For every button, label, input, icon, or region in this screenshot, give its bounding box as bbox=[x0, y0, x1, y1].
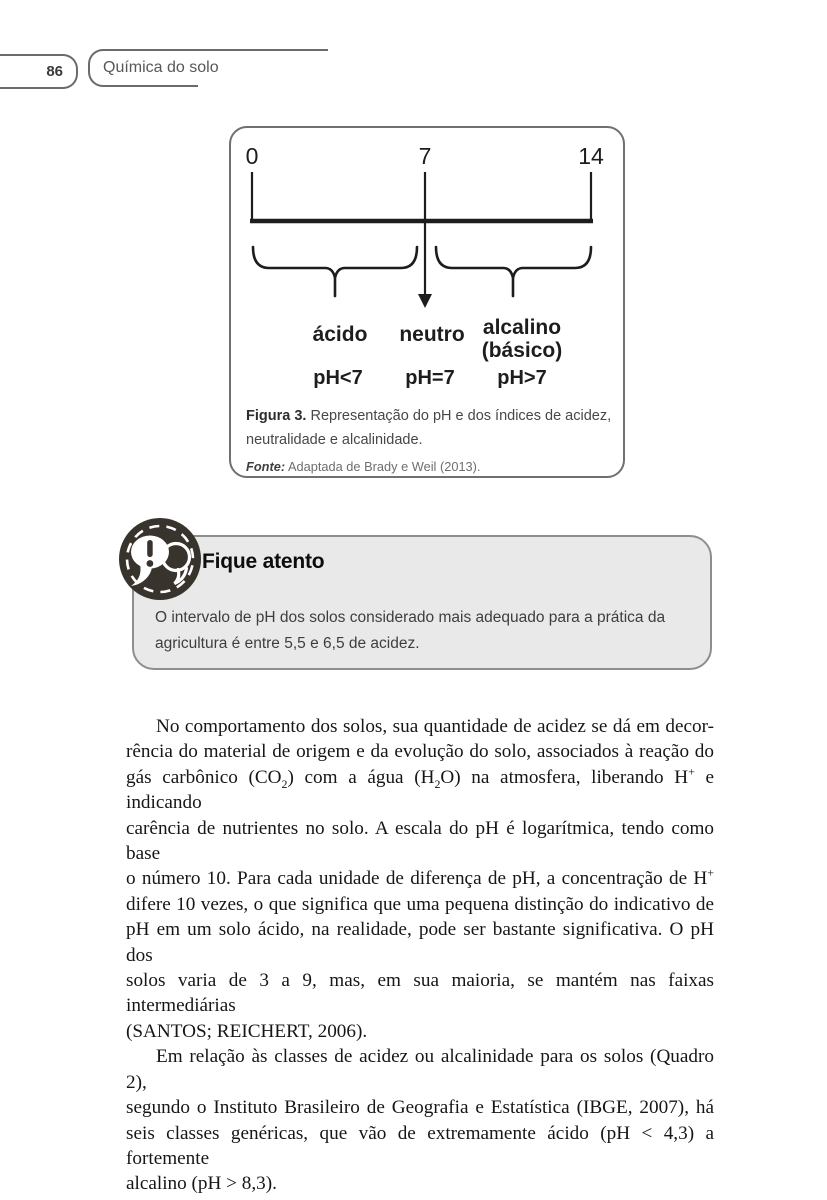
page-number-tab bbox=[0, 54, 78, 89]
body-text-line: rência do material de origem e da evolução do solo, associados à reação do bbox=[126, 741, 714, 763]
body-text-line: carência de nutrientes no solo. A escala do pH é logarítmica, tendo como base bbox=[126, 817, 714, 865]
speech-bubbles-alert-icon bbox=[118, 517, 202, 601]
figure-source: Fonte: Adaptada de Brady e Weil (2013). bbox=[246, 459, 481, 474]
arrow-down-icon bbox=[418, 294, 432, 308]
body-text-line: gás carbônico $(CO_2)$ com a água $(H_2O)$ na atmosfera, liberando H+ e indicando bbox=[126, 764, 714, 814]
chapter-title: Química do solo bbox=[103, 59, 219, 76]
chapter-tab bbox=[88, 49, 219, 87]
zone-label-acid: ácido bbox=[312, 323, 368, 346]
body-text-line: No comportamento dos solos, sua quantidade de acidez se dá em decor- bbox=[156, 716, 714, 737]
figure-caption-text: Figura 3. Representação do pH e dos índices de acidez, neutralidade e alcalinidade. bbox=[246, 408, 612, 448]
acid-range-brace bbox=[253, 247, 417, 296]
body-text-line: o número 10. Para cada unidade de diferença de pH, a concentração de H+ bbox=[126, 866, 714, 890]
scale-value-0: 0 bbox=[245, 143, 259, 169]
ph-scale-diagram bbox=[229, 126, 625, 392]
body-text-line: difere 10 vezes, o que significa que uma pequena distinção do indicativo de bbox=[126, 893, 714, 915]
body-text-line: alcalino (pH > 8,3). bbox=[126, 1173, 277, 1195]
body-text-line: pH em um solo ácido, na realidade, pode ser bastante significativa. O pH dos bbox=[126, 919, 714, 966]
body-text-line: (SANTOS; REICHERT, 2006). bbox=[126, 1020, 368, 1042]
figure-source-label: Fonte: bbox=[246, 459, 286, 474]
body-text bbox=[126, 714, 714, 1197]
zone-label-alkaline-2: (básico) bbox=[481, 339, 563, 362]
callout-title: Fique atento bbox=[202, 550, 325, 573]
zone-label-alkaline: alcalino bbox=[482, 316, 562, 339]
body-text-line: segundo o Instituto Brasileiro de Geografia e Estatística (IBGE, 2007), há bbox=[126, 1097, 714, 1119]
body-text-line: Em relação às classes de acidez ou alcalinidade para os solos (Quadro 2), bbox=[126, 1046, 714, 1093]
scale-value-7: 7 bbox=[418, 143, 432, 169]
scale-ticks bbox=[252, 172, 591, 296]
chapter-tab-rule bbox=[197, 49, 328, 51]
figure-caption bbox=[246, 404, 618, 479]
callout-box bbox=[132, 535, 712, 670]
zone-label-neutral: neutro bbox=[399, 323, 465, 346]
figure-caption-label: Figura 3. bbox=[246, 408, 307, 424]
scale-value-14: 14 bbox=[578, 143, 604, 169]
ph-label-alkaline: pH>7 bbox=[497, 367, 547, 389]
alkaline-range-brace bbox=[436, 247, 591, 296]
ph-label-neutral: pH=7 bbox=[405, 367, 455, 389]
body-text-line: solos varia de 3 a 9, mas, em sua maioria, se mantém nas faixas intermediárias bbox=[126, 970, 714, 1017]
ph-label-acid: pH<7 bbox=[313, 367, 363, 389]
page-number: 86 bbox=[46, 63, 63, 80]
body-text-line: seis classes genéricas, que vão de extremamente ácido (pH < 4,3) a fortemente bbox=[126, 1122, 714, 1169]
callout-body: O intervalo de pH dos solos considerado mais adequado para a prática da agricultura é entre 5,5 e 6,5 de acidez. bbox=[155, 609, 666, 652]
